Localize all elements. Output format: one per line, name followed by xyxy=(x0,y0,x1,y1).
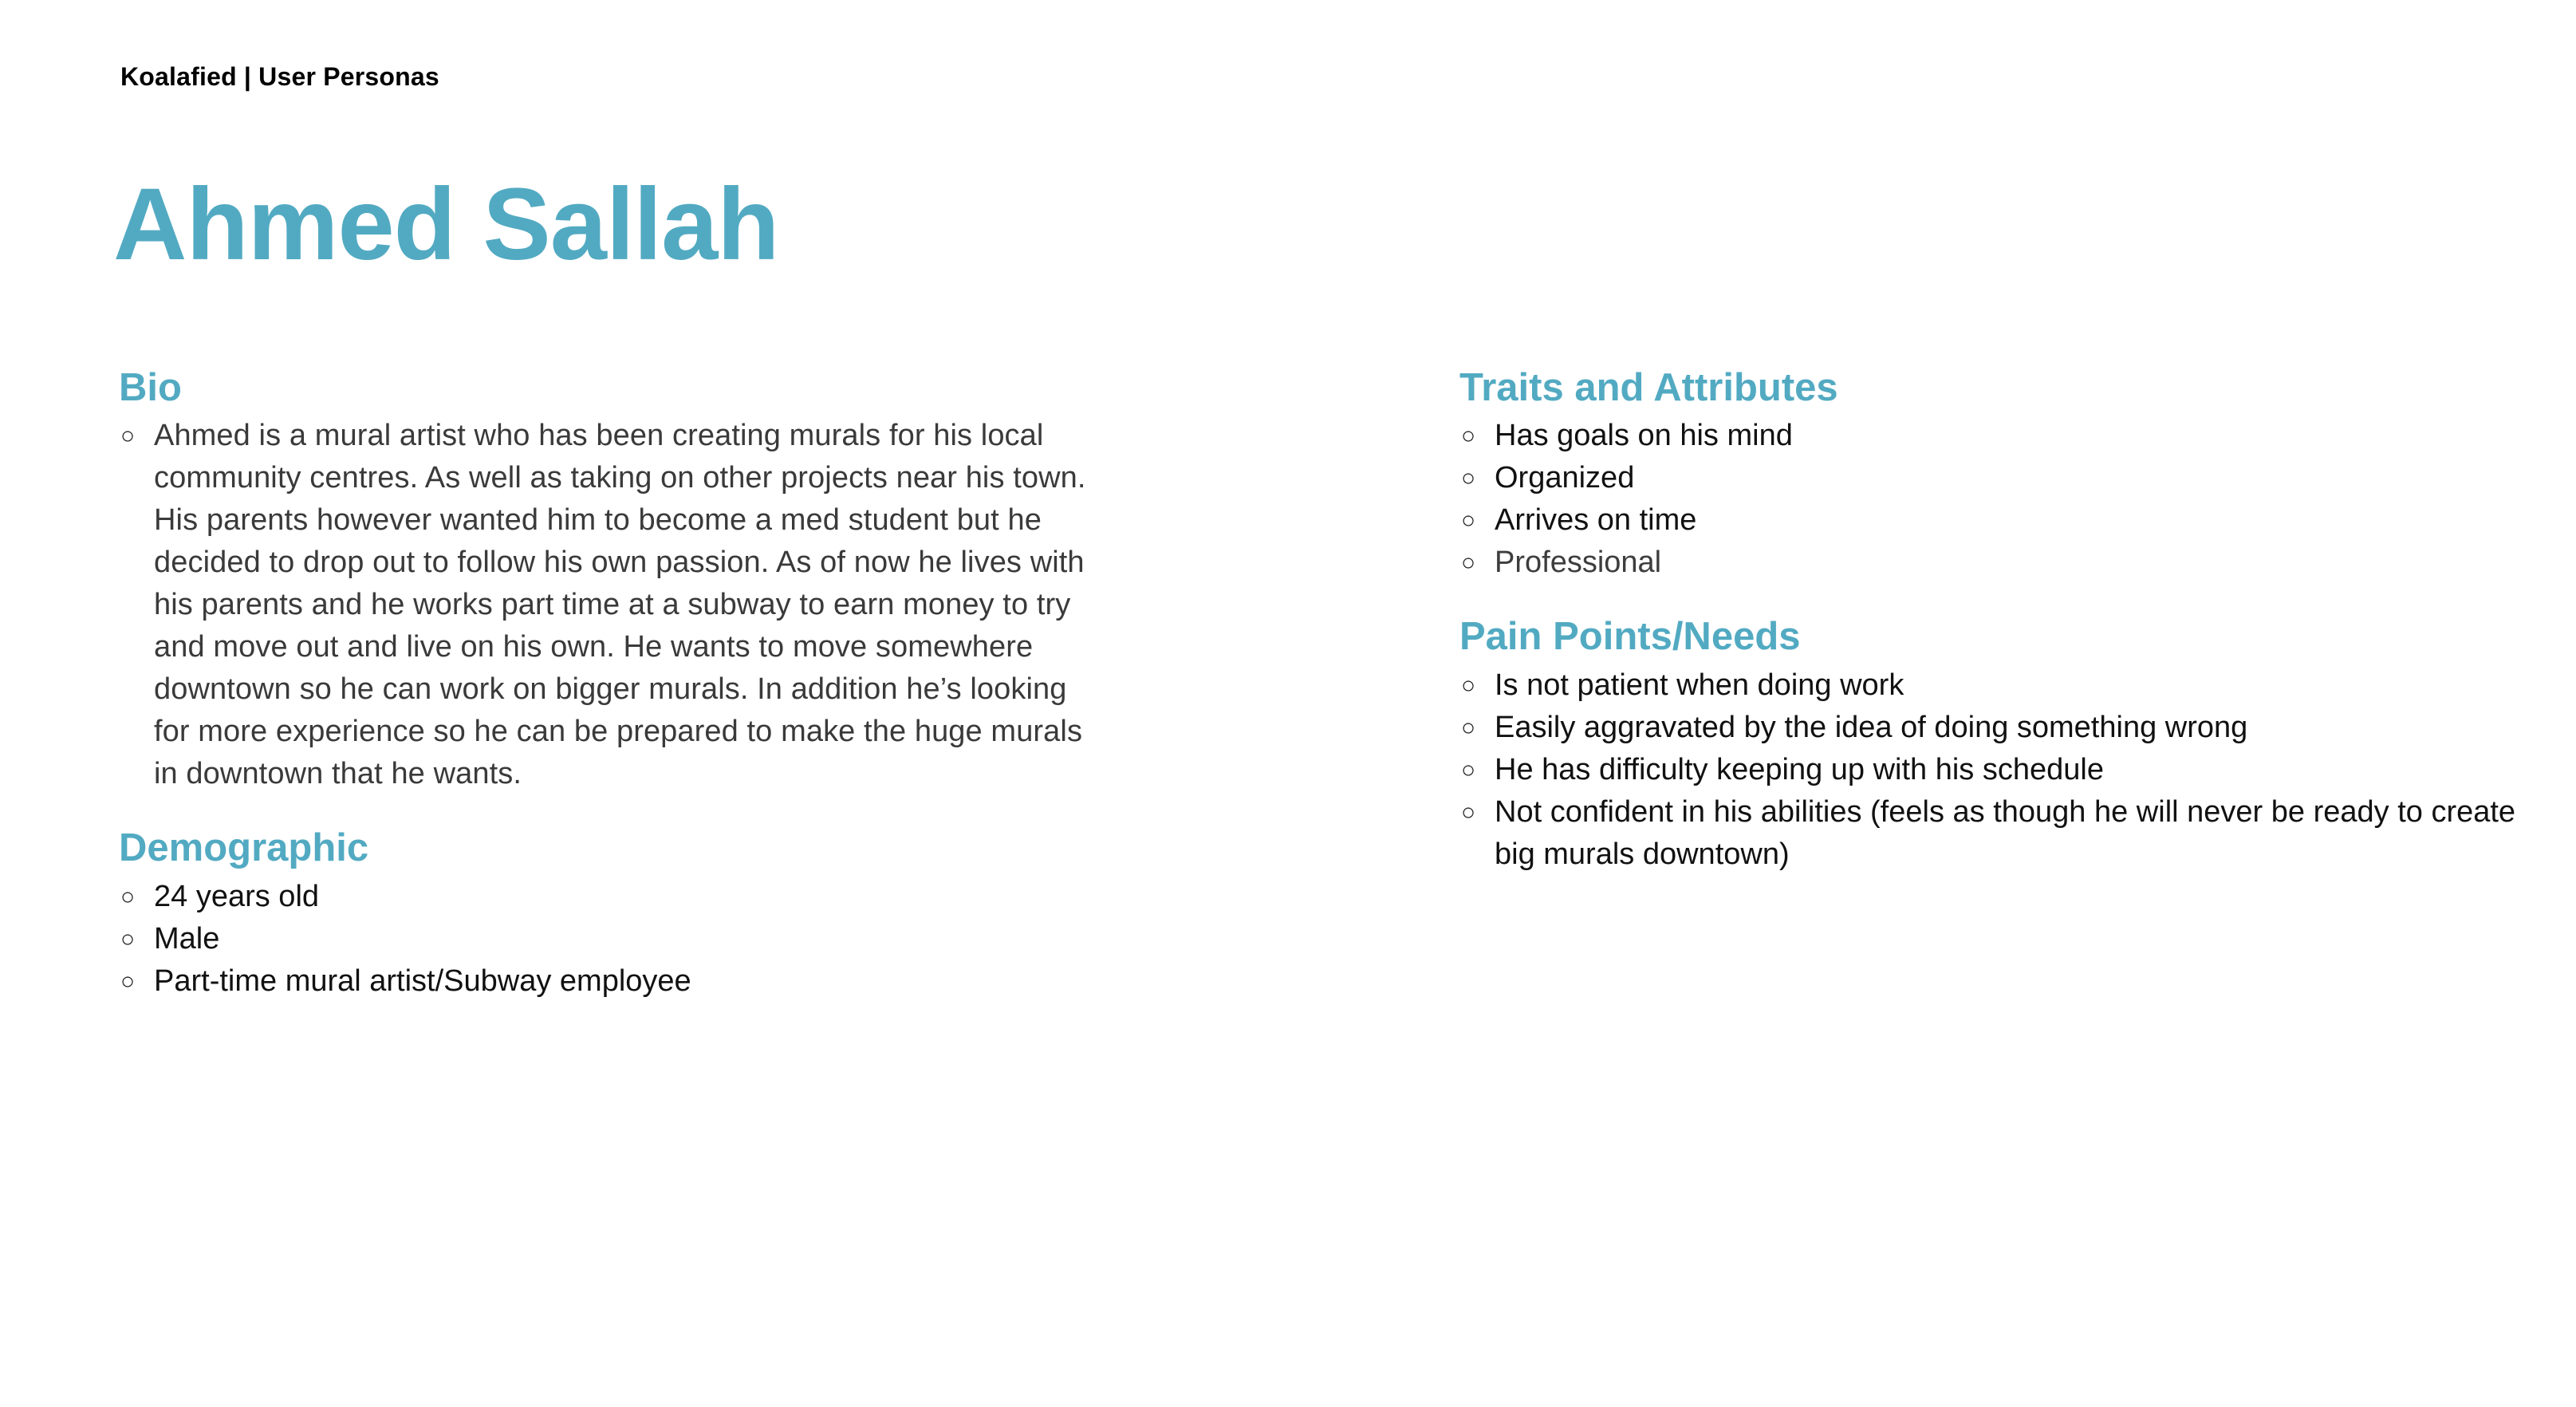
pain-point-item: Is not patient when doing work xyxy=(1495,668,1904,702)
right-column xyxy=(1459,365,2520,906)
list-item xyxy=(119,918,1156,960)
list-item xyxy=(1459,457,2520,499)
list-item xyxy=(119,960,1156,1003)
demographic-section xyxy=(119,826,1156,1002)
list-item xyxy=(1459,499,2520,542)
trait-item: Arrives on time xyxy=(1495,503,1697,538)
demographic-heading: Demographic xyxy=(119,826,369,870)
demographic-item: Male xyxy=(154,921,220,956)
demographic-item: Part-time mural artist/Subway employee xyxy=(154,964,691,998)
trait-item: Organized xyxy=(1495,461,1635,495)
trait-item: Has goals on his mind xyxy=(1495,419,1793,453)
traits-heading: Traits and Attributes xyxy=(1459,366,1838,409)
left-column xyxy=(119,365,1156,1033)
hollow-circle-bullet-icon: ○ xyxy=(120,925,136,952)
list-item xyxy=(1459,664,2520,707)
hollow-circle-bullet-icon: ○ xyxy=(1461,465,1476,492)
traits-list xyxy=(1459,415,2520,584)
list-item xyxy=(1459,791,2520,876)
hollow-circle-bullet-icon: ○ xyxy=(1461,798,1476,826)
bio-list xyxy=(119,415,1156,795)
list-item xyxy=(1459,415,2520,457)
pain-point-item: Easily aggravated by the idea of doing something wrong xyxy=(1495,710,2248,744)
hollow-circle-bullet-icon: ○ xyxy=(1461,714,1476,741)
list-item xyxy=(119,415,1135,795)
hollow-circle-bullet-icon: ○ xyxy=(1461,756,1476,783)
hollow-circle-bullet-icon: ○ xyxy=(120,883,136,910)
hollow-circle-bullet-icon: ○ xyxy=(1461,672,1476,699)
persona-name: Ahmed Sallah xyxy=(113,168,779,282)
hollow-circle-bullet-icon: ○ xyxy=(120,968,136,995)
bio-section xyxy=(119,365,1156,795)
hollow-circle-bullet-icon: ○ xyxy=(1461,423,1476,450)
trait-item: Professional xyxy=(1495,546,1662,580)
demographic-list xyxy=(119,876,1156,1003)
list-item xyxy=(119,876,1156,918)
pain-points-list xyxy=(1459,664,2520,876)
pain-points-section xyxy=(1459,614,2520,875)
traits-section xyxy=(1459,365,2520,584)
hollow-circle-bullet-icon: ○ xyxy=(1461,550,1476,577)
demographic-item: 24 years old xyxy=(154,879,320,913)
bio-text: Ahmed is a mural artist who has been creating murals for his local community centres. As well as taking on other projects near his town. His parents however wanted him to become a med student but he decided to drop out to follow his own passion. As of now he lives with his parents and he works part time at a subway to earn money to try and move out and live on his own. He wants to move somewhere downtown so he can work on bigger murals. In addition he’s looking for more experience so he can be prepared to make the huge murals in downtown that he wants. xyxy=(154,419,1086,791)
list-item xyxy=(1459,749,2520,791)
hollow-circle-bullet-icon: ○ xyxy=(120,423,136,450)
list-item xyxy=(1459,542,2520,584)
list-item xyxy=(1459,707,2520,749)
pain-point-item: He has difficulty keeping up with his schedule xyxy=(1495,752,2104,786)
bio-heading: Bio xyxy=(119,366,182,409)
hollow-circle-bullet-icon: ○ xyxy=(1461,507,1476,534)
pain-points-heading: Pain Points/Needs xyxy=(1459,615,1801,659)
pain-point-item: Not confident in his abilities (feels as though he will never be ready to create big murals downtown) xyxy=(1495,794,2516,871)
header-tag: Koalafied | User Personas xyxy=(120,62,439,91)
